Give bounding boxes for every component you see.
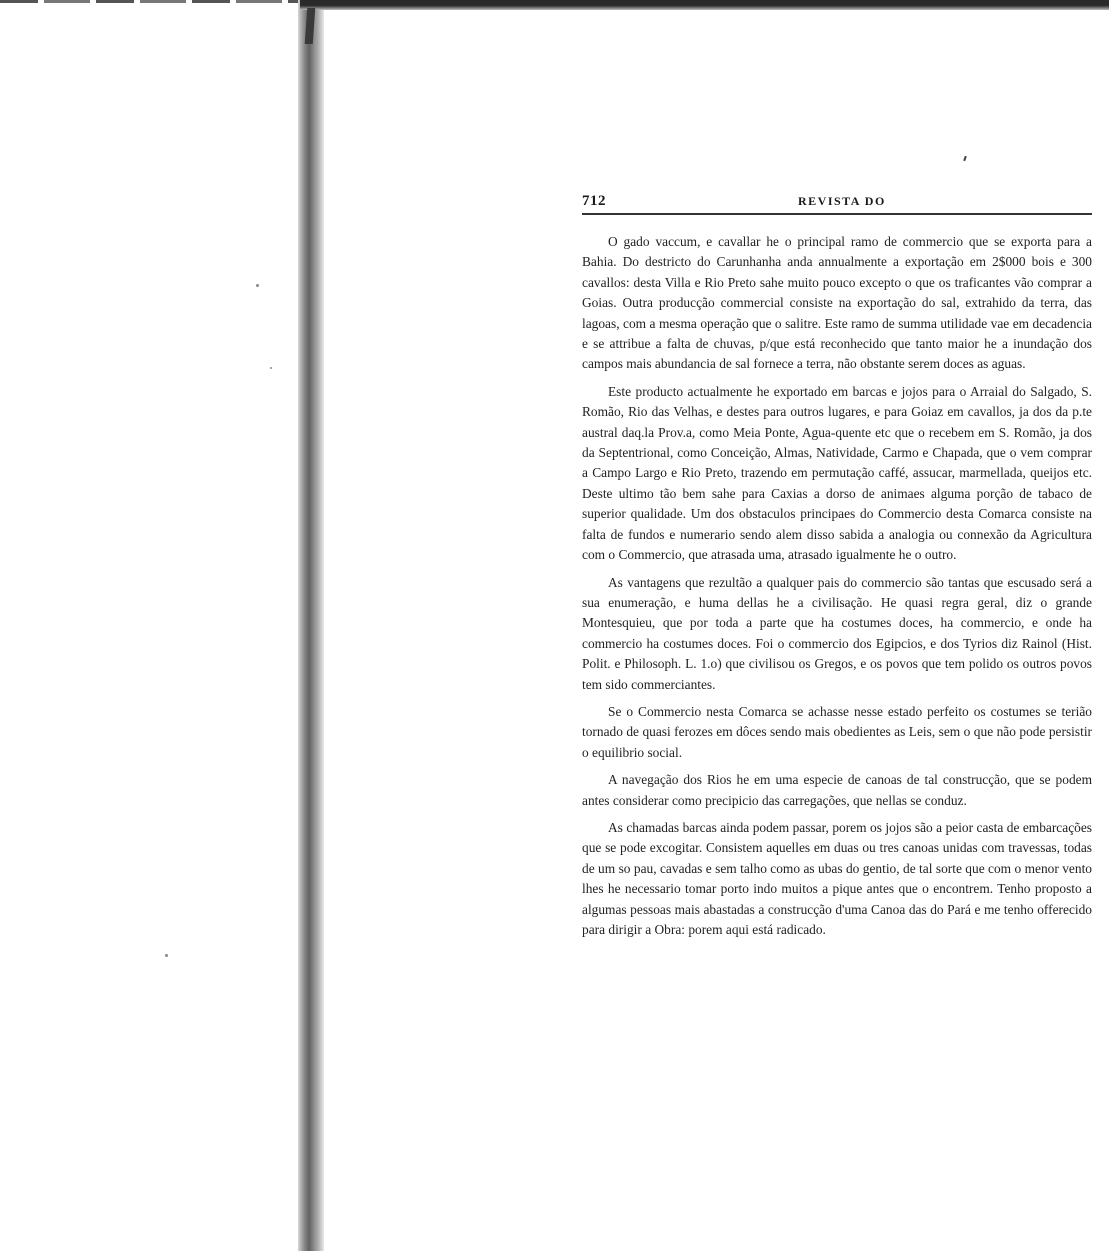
paragraph: Se o Commercio nesta Comarca se achasse nesse estado perfeito os costumes se terião tornado de quasi ferozes em dôces sendo mais obedientes as Leis, sem o que não pode persistir o equilibrio social. (582, 703, 1092, 760)
page-header (582, 193, 1092, 213)
running-head: REVISTA DO (798, 194, 886, 208)
paragraph: Este producto actualmente he exportado em barcas e jojos para o Arraial do Salgado, S. Romão, Rio das Velhas, e destes para outros lugares, e para Goiaz em cavallos, ja dos da p.te austral daq.la Prov.a, como Meia Ponte, Agua-quente etc que o recebem em S. Romão, ja dos da Septentrional, como Conceição, Almas, Natividade, Carmo e Chapada, que o vem comprar a Campo Largo e Rio Preto, trazendo em permutação caffé, assucar, marmellada, queijos etc. Deste ultimo tão bem sahe para Caxias a dorso de animaes alguma porção de tabaco de superior qualidade. Um dos obstaculos principaes do Commercio desta Comarca consiste na falta de fundos e numerario sendo alem disso sabida a analogia ou connexão da Agricultura com o Commercio, que atrasada uma, atrasado igualmente he o outro. (582, 383, 1092, 563)
scan-top-border (300, 0, 1109, 10)
scan-speck (270, 367, 272, 369)
header-rule (582, 213, 1092, 215)
page-number: 712 (582, 193, 606, 209)
paragraph: As vantagens que rezultão a qualquer pais do commercio são tantas que escusado será a sua enumeração, e huma dellas he a civilisação. He quasi regra geral, diz o grande Montesquieu, que por toda a parte que ha costumes doces, ha commercio, e onde ha commercio ha costumes doces. Foi o commercio dos Egipcios, e dos Tyrios diz Rainol (Hist. Polit. e Philosoph. L. 1.o) que civilisou os Gregos, e os povos que tem polido os outros povos tem sido commerciantes. (582, 574, 1092, 692)
left-facing-page (0, 0, 300, 1251)
scan-speck (165, 954, 168, 957)
paragraph: A navegação dos Rios he em uma especie de canoas de tal construcção, que se podem antes considerar como precipicio das carregações, que nellas se conduz. (582, 772, 1092, 808)
paragraph: O gado vaccum, e cavallar he o principal ramo de commercio que se exporta para a Bahia. Do destricto do Carunhanha anda annualmente a exportação em 2$000 bois e 300 cavallos: desta Villa e Rio Preto sahe muito pouco excepto o que os traficantes vão comprar a Goias. Outra producção commercial consiste na exportação do sal, extrahido da terra, das lagoas, com a mesma operação que o salitre. Este ramo de summa utilidade vae em decadencia e se attribue a falta de chuvas, p/que está reconhecido que tanto maior he a inundação dos campos mais abundancia de sal fornece a terra, não obstante serem doces as aguas. (582, 234, 1092, 372)
scan-speck (963, 156, 967, 161)
paragraph: As chamadas barcas ainda podem passar, porem os jojos são a peior casta de embarcações que se pode excogitar. Consistem aquelles em duas ou tres canoas unidas com travessas, todas de um so pau, cavadas e sem talho como as ubas do gentio, de tal sorte que com o menor vento lhes he necessario tomar porto indo muitos a pique antes que o encontrem. Tenho proposto a algumas pessoas mais abastadas a construcção d'uma Canoa das do Pará e me tenho offerecido para dirigir a Obra: porem aqui está radicado. (582, 819, 1092, 937)
scan-edge-line (0, 0, 300, 3)
page-body (582, 232, 1092, 940)
scan-speck (256, 284, 259, 287)
book-gutter-shadow (304, 0, 314, 1251)
